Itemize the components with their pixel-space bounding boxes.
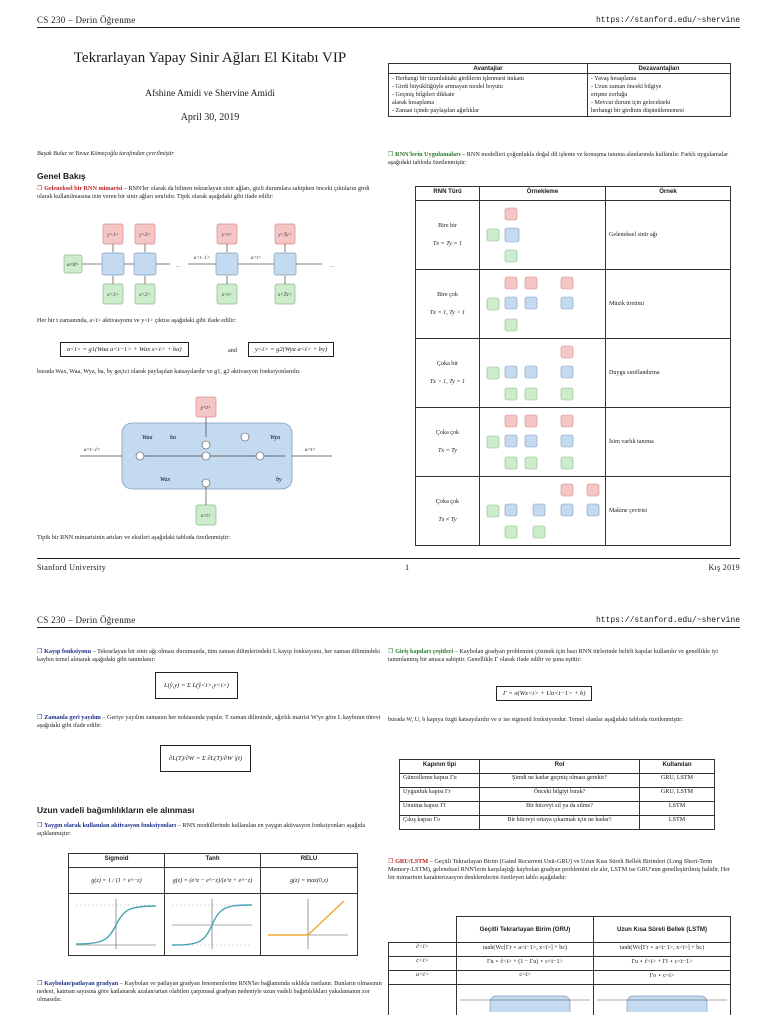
at-label: a<t>	[250, 256, 262, 261]
apps-row	[416, 408, 731, 477]
authors: Afshine Amidi ve Shervine Amidi	[145, 89, 275, 99]
time-text: Her bir t zamanında, a<t> aktivasyonu ve y<t> çıktısı aşağıdaki gibi ifade edilir:	[37, 317, 237, 324]
vanish-paragraph	[37, 980, 382, 1004]
dots-1: …	[175, 264, 181, 269]
checkbox-icon: ❒	[388, 858, 396, 865]
page-title: Tekrarlayan Yapay Sinir Ağları El Kitabı VIP	[73, 50, 347, 66]
gate-used: GRU, LSTM	[640, 774, 715, 788]
checkbox-icon: ❒	[388, 648, 396, 655]
apps-col-type: RNN Türü	[416, 187, 480, 201]
gate-row	[400, 774, 715, 788]
many-to-one-diagram	[483, 342, 601, 402]
many-to-many-equal-diagram	[483, 411, 601, 471]
gate-type: Güncelleme kapısı Γu	[400, 774, 480, 788]
cell-yt-label: y<t>	[200, 406, 212, 411]
bptt-text: – Geriye yayılım zamanın her noktasında yapılır. T zaman diliminde, ağırlık matrisi W'ye göre L kaybının türevi aşağıdaki gibi ifade edilir:	[37, 714, 381, 729]
gru-lstm-table	[388, 916, 731, 1015]
pro-item: - Zaman içinde paylaşılan ağırlıklar	[392, 108, 479, 114]
apps-cond: Tx ≠ Ty	[438, 517, 457, 523]
apps-example: Müzik üretimi	[606, 270, 731, 339]
dots-2: …	[329, 264, 335, 269]
lstm-diagram	[597, 986, 727, 1012]
svg-text:by: by	[276, 477, 282, 483]
vanish-text: – Kaybolan ve patlayan gradyan fenomenlerine RNN'ler bağlamında sıklıkla rastlanır. Bunların olmasının nedeni, katman sayısına göre katlanarak azalan/artan olabilen çarpımsal gradyan nedeniyle uzun vadeli bağımlılıkları yakalamanın zor olmasıdır.	[37, 980, 382, 1003]
apps-col-example: Örnek	[606, 187, 731, 201]
svg-text:Wya: Wya	[270, 435, 281, 441]
arch-heading: Geleneksel bir RNN mimarisi	[44, 185, 123, 192]
cell-2	[134, 253, 156, 275]
loss-heading: Kayıp fonksiyonu	[44, 648, 92, 655]
bptt-formula: ∂L(T)/∂W = Σ ∂L(T)/∂W |(t)	[160, 745, 251, 772]
rnn-unrolled-diagram	[60, 218, 360, 308]
con-item: herhangi bir girdinin düşünülememesi	[590, 108, 684, 114]
footer-term: Kış 2019	[708, 563, 740, 572]
con-item: erişme zorluğu	[590, 92, 628, 98]
gate-used: GRU, LSTM	[640, 788, 715, 802]
formula-a: a<t> = g1(Waa a<t−1> + Wax x<t> + ba)	[60, 342, 189, 357]
header-url[interactable]: https://stanford.edu/~shervine	[595, 16, 740, 25]
apps-example: İsim varlık tanıma	[606, 408, 731, 477]
y2-label: y<2>	[139, 233, 151, 238]
one-to-one-diagram	[483, 204, 601, 264]
header-course: CS 230 – Derin Öğrenme	[37, 615, 136, 625]
arch-paragraph	[37, 185, 382, 201]
svg-text:ba: ba	[170, 435, 176, 441]
apps-row	[416, 339, 731, 408]
date: April 30, 2019	[180, 112, 240, 123]
at1-label: a<t−1>	[193, 256, 211, 261]
page-footer	[37, 558, 740, 570]
gru-paragraph	[388, 858, 731, 882]
gate-role: Şimdi ne kadar geçmiş olması gerekir?	[480, 774, 640, 788]
con-item: - Uzun zaman önceki bilgiye	[590, 84, 662, 90]
relu-plot	[264, 895, 352, 951]
pros-header: Avantajlar	[389, 64, 588, 74]
gates-heading: Giriş kapıları çeşitleri	[395, 648, 454, 655]
act-col-sigmoid: Sigmoid	[69, 854, 165, 868]
apps-cond: Tx = 1, Ty > 1	[429, 310, 466, 316]
gate-type: Çıkış kapısı Γo	[400, 816, 480, 830]
activation-table	[68, 853, 358, 956]
loss-paragraph	[37, 648, 382, 664]
act-paragraph	[37, 822, 382, 838]
svg-text:Waa: Waa	[142, 435, 153, 441]
apps-row	[416, 477, 731, 546]
gru-row-label: c<t>	[389, 957, 457, 971]
loss-text: – Tekrarlayan bir sinir ağı olması durumunda, tüm zaman dilimlerindeki L kayıp fonksiyonu, her zaman dilimindeki kaybın temel alınarak aşağıdaki gibi tanımlanır:	[37, 648, 380, 663]
apps-type: Çoka çok	[435, 430, 460, 436]
gate-type: Unutma kapısı Γf	[400, 802, 480, 816]
gru-row-label: a<t>	[389, 971, 457, 985]
long-dep-title: Uzun vadeli bağımlılıkların ele alınması	[37, 805, 195, 815]
rnn-cell-diagram	[80, 393, 340, 528]
checkbox-icon: ❒	[37, 714, 45, 721]
pro-item: - Girdi büyüklüğüyle artmayan model boyutu	[392, 84, 503, 90]
gate-row	[400, 802, 715, 816]
cell-1	[102, 253, 124, 275]
gates-paragraph	[388, 648, 731, 664]
apps-row	[416, 270, 731, 339]
page-2	[0, 600, 768, 1024]
act-text: – RNN modüllerinde kullanılan en yaygın aktivasyon fonksiyonları aşağıda açıklanmıştır:	[37, 822, 366, 837]
gru-diagram-label-cell	[389, 985, 457, 1016]
header-url[interactable]: https://stanford.edu/~shervine	[595, 616, 740, 625]
gate-role: Bir hücreyi ortaya çıkarmak için ne kadar?	[480, 816, 640, 830]
gru-corner	[389, 917, 457, 943]
gates-text: – Kaybolan gradyan problemini çözmek için bazı RNN türlerinde belirli kapılar kullanılır ve genellikle iyi tanımlanmış bir amaca sahiptir. Genellikle Γ olarak ifade edilir ve şuna eşittir:	[388, 648, 718, 663]
gru-row	[389, 957, 731, 971]
gate-row	[400, 816, 715, 830]
apps-text: – RNN modelleri çoğunlukla doğal dil işleme ve konuşma tanıma alanlarında kullanılır. Farklı uygulamalar aşağıdaki tabloda özetlenmiştir:	[388, 151, 729, 166]
cell-at1-label: a<t−1>	[84, 448, 101, 453]
params-text: burada Wax, Waa, Wya, ba, by geçici olarak paylaşılan katsayılardır ve g1, g2 aktivasyon fonksiyonlarıdır.	[37, 368, 301, 375]
lstm-eq: tanh(Wc[Γr ⋆ a<t−1>, x<t>] + bc)	[594, 943, 731, 957]
gru-diagram	[460, 986, 590, 1012]
relu-formula: g(z) = max(0,z)	[261, 868, 358, 894]
gru-eq: Γu ⋆ c̃<t> + (1 − Γu) ⋆ c<t−1>	[457, 957, 594, 971]
lstm-eq: Γo ⋆ c<t>	[594, 971, 731, 985]
con-item: - Yavaş hesaplama	[590, 76, 637, 82]
checkbox-icon: ❒	[37, 185, 45, 192]
yt-label: y<t>	[221, 233, 233, 238]
cons-header: Dezavantajları	[587, 64, 730, 74]
apps-example: Makine çevirisi	[606, 477, 731, 546]
bptt-heading: Zamanla geri yayılım	[44, 714, 101, 721]
page-gap	[0, 592, 768, 600]
gate-col-type: Kapının tipi	[400, 760, 480, 774]
vanish-heading: Kaybolan/patlayan gradyan	[44, 980, 119, 987]
formula-and: and	[228, 347, 237, 354]
pros-cons-table	[388, 63, 731, 117]
y1-label: y<1>	[107, 233, 119, 238]
gate-used: LSTM	[640, 816, 715, 830]
gate-used: LSTM	[640, 802, 715, 816]
gru-eq: c<t>	[457, 971, 594, 985]
checkbox-icon: ❒	[37, 648, 45, 655]
gru-text: – Geçitli Tekrarlayan Birim (Gated Recurrent Unit-GRU) ve Uzun Kısa Süreli Bellek Birimleri (Long Short-Term Memory-LSTM), geleneksel RNN'lerin karşılaştığı kaybolan gradyan problemini ele alır, LSTM ise GRU'nun genelleştirilmiş halidir. Her bir mimarinin karakterizasyon denklemlerini özetleyen tablo aşağıdadır:	[388, 858, 731, 881]
lstm-col-header: Uzun Kısa Süreli Bellek (LSTM)	[594, 917, 731, 943]
gates-table	[399, 759, 715, 830]
act-heading: Yaygın olarak kullanılan aktivasyon fonksiyonları	[44, 822, 177, 829]
tanh-formula: g(z) = (e^z − e^−z)/(e^z + e^−z)	[165, 868, 261, 894]
svg-text:Wax: Wax	[160, 477, 171, 483]
sigmoid-plot	[72, 895, 160, 951]
cell-t	[216, 253, 238, 275]
apps-paragraph	[388, 151, 731, 167]
gru-row	[389, 943, 731, 957]
act-col-relu: RELU	[261, 854, 358, 868]
loss-formula: L(ŷ,y) = Σ L(ŷ<t>,y<t>)	[155, 672, 238, 699]
x2-label: x<2>	[139, 293, 151, 298]
gate-role: Bir hücreyi sil ya da silme?	[480, 802, 640, 816]
header-course: CS 230 – Derin Öğrenme	[37, 15, 136, 25]
lstm-eq: Γu ⋆ c̃<t> + Γf ⋆ c<t−1>	[594, 957, 731, 971]
xt-label: x<t>	[221, 293, 233, 298]
gru-row-label: c̃<t>	[389, 943, 457, 957]
pro-item: - Herhangi bir uzunluktaki girdilerin işlenmesi imkanı	[392, 76, 525, 82]
pros-cons-intro: Tipik bir RNN mimarisinin artıları ve eksileri aşağıdaki tabloda özetlenmiştir:	[37, 534, 231, 541]
cell-T	[274, 253, 296, 275]
footer-university: Stanford University	[37, 563, 107, 572]
many-to-many-diff-diagram	[483, 480, 601, 540]
con-item: - Mevcut durum için gelecekteki	[590, 100, 671, 106]
section-overview: Genel Bakış	[37, 171, 86, 181]
checkbox-icon: ❒	[388, 151, 396, 158]
apps-col-illustration: Örnekleme	[480, 187, 606, 201]
gru-col-header: Geçitli Tekrarlayan Birim (GRU)	[457, 917, 594, 943]
gates-after-text: burada W, U, b kapıya özgü katsayılardır ve σ ise sigmoid fonksiyondur. Temel olanlar aşağıdaki tabloda özetlenmiştir:	[388, 716, 684, 723]
apps-example: Geleneksel sinir ağı	[606, 201, 731, 270]
gru-heading: GRU/LSTM	[395, 858, 429, 865]
cell-xt-label: x<t>	[200, 514, 212, 519]
apps-cond: Tx = Ty	[438, 448, 457, 454]
gru-eq: tanh(Wc[Γr ⋆ a<t−1>, x<t>] + bc)	[457, 943, 594, 957]
gate-role: Önceki bilgiyi bırak?	[480, 788, 640, 802]
arch-text: – RNN'ler olarak da bilinen tekrarlayan sinir ağları, gizli durumlara sahipken önceki çıktıların girdi olarak kullanılmasına izin veren bir sinir ağları sınıfıdır. Tipik olarak aşağıdaki gibi ifade edilir:	[37, 185, 370, 200]
gate-formula: Γ = σ(Wx<t> + Ua<t−1> + b)	[496, 686, 592, 701]
sigmoid-formula: g(z) = 1 / (1 + e^−z)	[69, 868, 165, 894]
gru-row	[389, 971, 731, 985]
apps-type: Çoka bir	[436, 361, 459, 367]
apps-type: Bire çok	[437, 292, 458, 298]
apps-heading: RNN'lerin Uygulamaları	[395, 151, 461, 158]
xT-label: x<Tx>	[278, 293, 292, 298]
pro-item: alarak hesaplama	[392, 100, 435, 106]
apps-type: Bire bir	[438, 223, 457, 229]
apps-cond: Tx > 1, Ty = 1	[429, 379, 466, 385]
cell-at-label: a<t>	[305, 448, 316, 453]
apps-row	[416, 201, 731, 270]
gate-row	[400, 788, 715, 802]
apps-example: Duygu sınıflandırma	[606, 339, 731, 408]
yT-label: y<Ty>	[278, 233, 292, 238]
a0-label: a<0>	[67, 263, 79, 268]
apps-cond: Tx = Ty = 1	[432, 241, 463, 247]
pro-item: - Geçmiş bilgileri dikkate	[392, 92, 455, 98]
formula-y: y<t> = g2(Wya a<t> + by)	[248, 342, 334, 357]
x1-label: x<1>	[107, 293, 119, 298]
act-col-tanh: Tanh	[165, 854, 261, 868]
apps-table	[415, 186, 731, 546]
translators: Başak Buluz ve Yavuz Kömeçoğlu tarafından çevrilmiştir	[37, 151, 174, 157]
one-to-many-diagram	[483, 273, 601, 333]
page-header	[37, 614, 740, 628]
gate-col-used: Kullanılan	[640, 760, 715, 774]
page-number: 1	[405, 563, 410, 572]
page-header	[37, 14, 740, 28]
gate-type: Uygunluk kapısı Γr	[400, 788, 480, 802]
apps-type: Çoka çok	[435, 499, 460, 505]
tanh-plot	[168, 895, 256, 951]
checkbox-icon: ❒	[37, 822, 45, 829]
bptt-paragraph	[37, 714, 382, 730]
checkbox-icon: ❒	[37, 980, 45, 987]
gate-col-role: Rol	[480, 760, 640, 774]
